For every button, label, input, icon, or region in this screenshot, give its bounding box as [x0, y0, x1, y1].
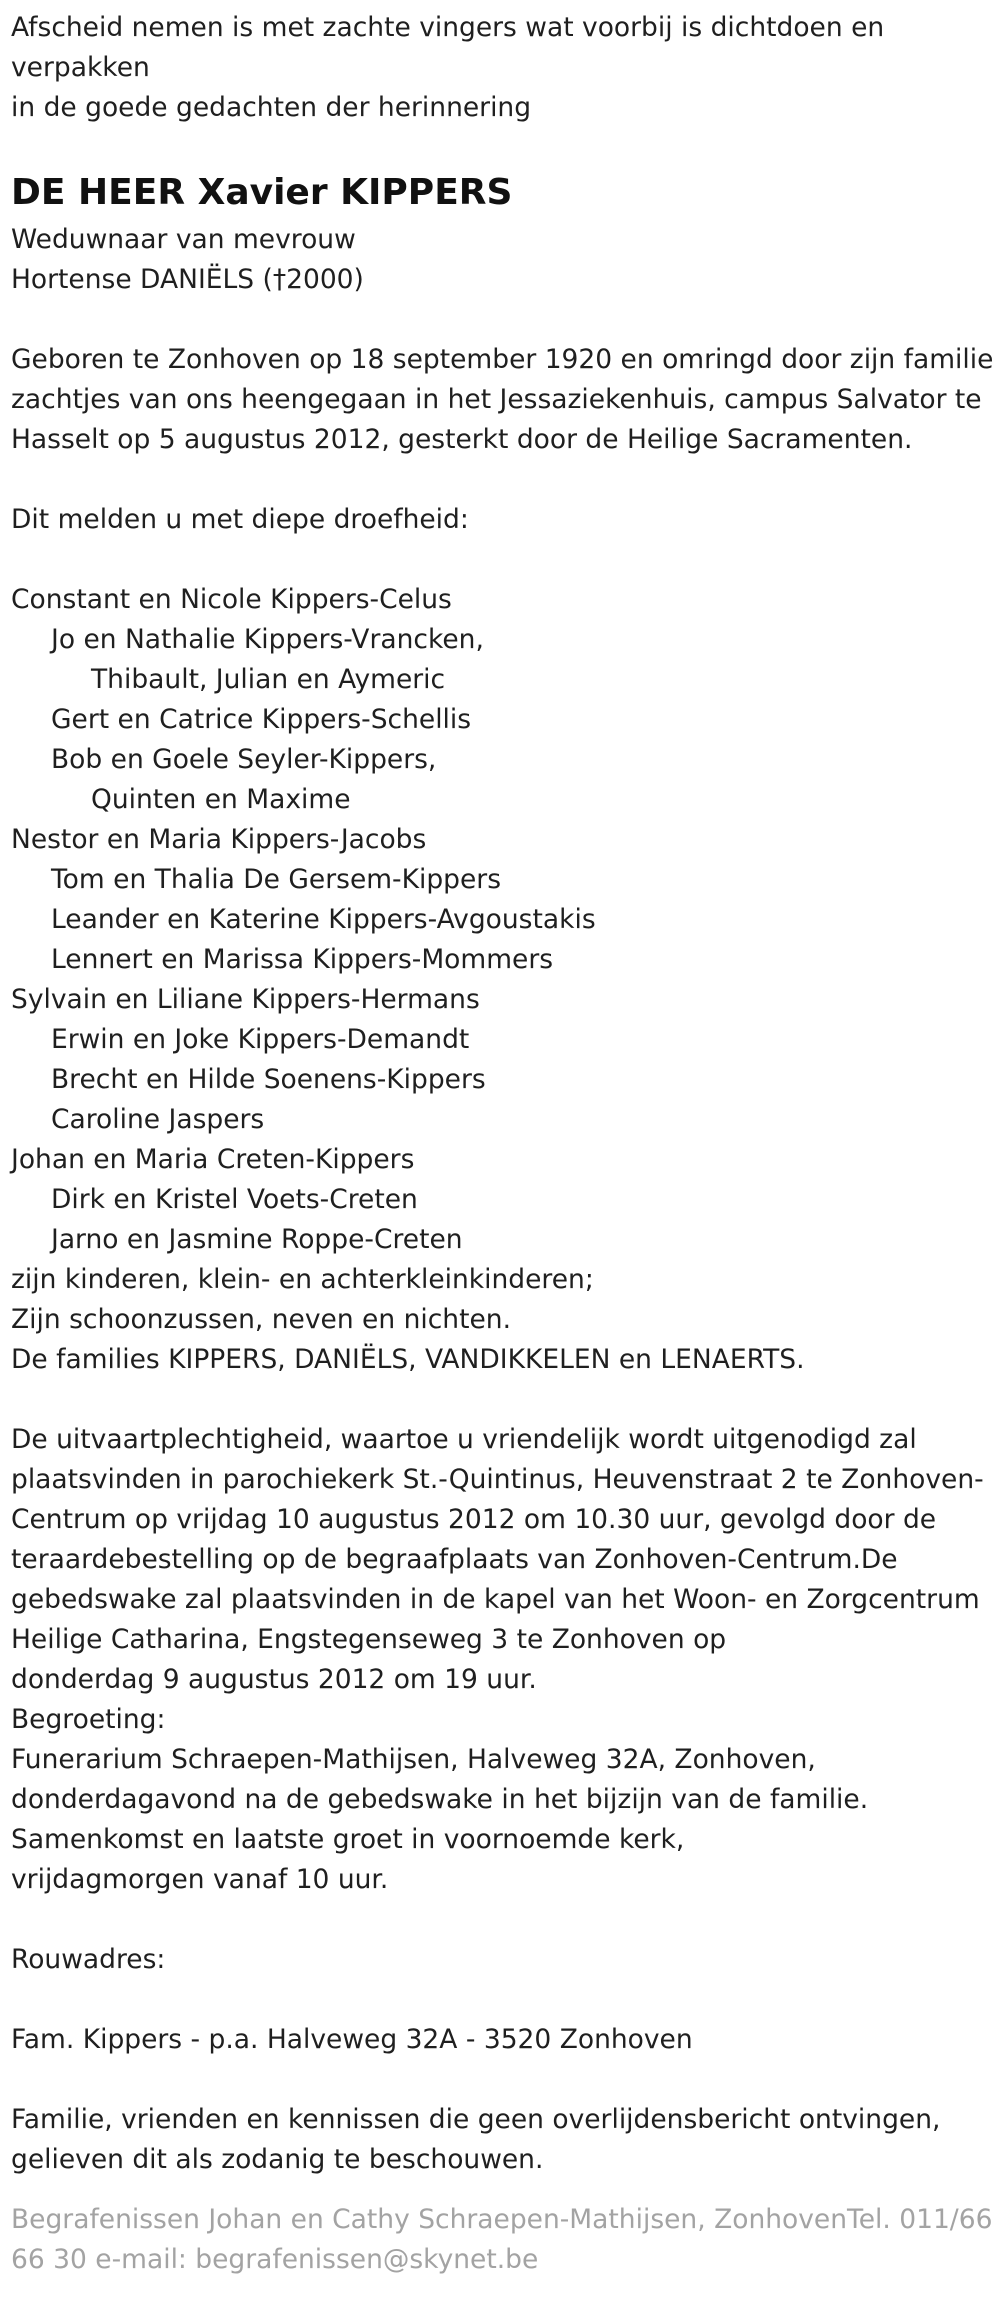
- closing-line: gelieven dit als zodanig te beschouwen.: [11, 2144, 544, 2175]
- family-member: Johan en Maria Creten-Kippers: [11, 1144, 415, 1175]
- ceremony-line: Samenkomst en laatste groet in voornoemde kerk,: [11, 1824, 685, 1855]
- spacer: [11, 460, 996, 500]
- family-member: Jarno en Jasmine Roppe-Creten: [51, 1224, 463, 1255]
- paragraph-line: Geboren te Zonhoven op 18 september 1920 en omringd door zijn familie: [11, 344, 994, 375]
- closing-paragraph: [11, 2100, 996, 2180]
- spacer: [11, 2060, 996, 2100]
- family-member: Caroline Jaspers: [51, 1104, 265, 1135]
- family-closing: [11, 1260, 996, 1380]
- family-closing-line: zijn kinderen, klein- en achterkleinkinderen;: [11, 1264, 594, 1295]
- ceremony-line: gebedswake zal plaatsvinden in de kapel van het Woon- en Zorgcentrum: [11, 1584, 980, 1615]
- closing-line: Familie, vrienden en kennissen die geen overlijdensbericht ontvingen,: [11, 2104, 941, 2135]
- ceremony-line: donderdagavond na de gebedswake in het bijzijn van de familie.: [11, 1784, 869, 1815]
- spouse-line: Weduwnaar van mevrouw: [11, 224, 356, 255]
- family-member: Erwin en Joke Kippers-Demandt: [51, 1024, 470, 1055]
- family-member: Gert en Catrice Kippers-Schellis: [51, 704, 472, 735]
- intro-line: verpakken: [11, 52, 150, 83]
- family-member: Tom en Thalia De Gersem-Kippers: [51, 864, 502, 895]
- family-member: Constant en Nicole Kippers-Celus: [11, 584, 452, 615]
- spacer: [11, 540, 996, 580]
- ceremony-line: teraardebestelling op de begraafplaats van Zonhoven-Centrum.De: [11, 1544, 898, 1575]
- family-closing-line: De families KIPPERS, DANIËLS, VANDIKKELEN en LENAERTS.: [11, 1344, 805, 1375]
- family-member: Jo en Nathalie Kippers-Vrancken,: [51, 624, 484, 655]
- paragraph-line: Hasselt op 5 augustus 2012, gesterkt door de Heilige Sacramenten.: [11, 424, 913, 455]
- intro-verse: [11, 8, 996, 128]
- spacer: [11, 300, 996, 340]
- intro-line: Afscheid nemen is met zachte vingers wat voorbij is dichtdoen en: [11, 12, 885, 43]
- family-member: Sylvain en Liliane Kippers-Hermans: [11, 984, 480, 1015]
- footer-line: 66 30 e-mail: begrafenissen@skynet.be: [11, 2244, 539, 2275]
- spacer: [11, 1380, 996, 1420]
- family-member: Leander en Katerine Kippers-Avgoustakis: [51, 904, 596, 935]
- ceremony-line: vrijdagmorgen vanaf 10 uur.: [11, 1864, 389, 1895]
- ceremony-line: Centrum op vrijdag 10 augustus 2012 om 10.30 uur, gevolgd door de: [11, 1504, 937, 1535]
- family-member: Thibault, Julian en Aymeric: [91, 664, 446, 695]
- spouse-info: [11, 220, 996, 300]
- obituary-notice: [11, 8, 996, 2180]
- ceremony-line: plaatsvinden in parochiekerk St.-Quintinus, Heuvenstraat 2 te Zonhoven-: [11, 1464, 984, 1495]
- announcement-line: Dit melden u met diepe droefheid:: [11, 504, 469, 535]
- paragraph-line: zachtjes van ons heengegaan in het Jessaziekenhuis, campus Salvator te: [11, 384, 982, 415]
- mourning-address-label: Rouwadres:: [11, 1944, 166, 1975]
- family-member: Bob en Goele Seyler-Kippers,: [51, 744, 437, 775]
- family-member: Dirk en Kristel Voets-Creten: [51, 1184, 418, 1215]
- deceased-name: DE HEER Xavier KIPPERS: [11, 172, 513, 213]
- ceremony-line: De uitvaartplechtigheid, waartoe u vriendelijk wordt uitgenodigd zal: [11, 1424, 917, 1455]
- family-member: Nestor en Maria Kippers-Jacobs: [11, 824, 427, 855]
- spacer: [11, 1980, 996, 2020]
- funeral-home-footer: [11, 2200, 996, 2280]
- ceremony-line: Funerarium Schraepen-Mathijsen, Halveweg 32A, Zonhoven,: [11, 1744, 816, 1775]
- family-member: Quinten en Maxime: [91, 784, 351, 815]
- family-closing-line: Zijn schoonzussen, neven en nichten.: [11, 1304, 512, 1335]
- family-member: Brecht en Hilde Soenens-Kippers: [51, 1064, 486, 1095]
- family-list: [11, 580, 996, 1260]
- footer-line: Begrafenissen Johan en Cathy Schraepen-Mathijsen, ZonhovenTel. 011/66: [11, 2204, 993, 2235]
- intro-line: in de goede gedachten der herinnering: [11, 92, 532, 123]
- family-member: Lennert en Marissa Kippers-Mommers: [51, 944, 554, 975]
- mourning-address: Fam. Kippers - p.a. Halveweg 32A - 3520 Zonhoven: [11, 2024, 693, 2055]
- spacer: [11, 1900, 996, 1940]
- ceremony-line: Begroeting:: [11, 1704, 166, 1735]
- ceremony-line: Heilige Catharina, Engstegenseweg 3 te Zonhoven op: [11, 1624, 727, 1655]
- ceremony-paragraph: [11, 1420, 996, 1900]
- birth-death-paragraph: [11, 340, 996, 460]
- ceremony-line: donderdag 9 augustus 2012 om 19 uur.: [11, 1664, 537, 1695]
- spouse-line: Hortense DANIËLS (†2000): [11, 264, 364, 295]
